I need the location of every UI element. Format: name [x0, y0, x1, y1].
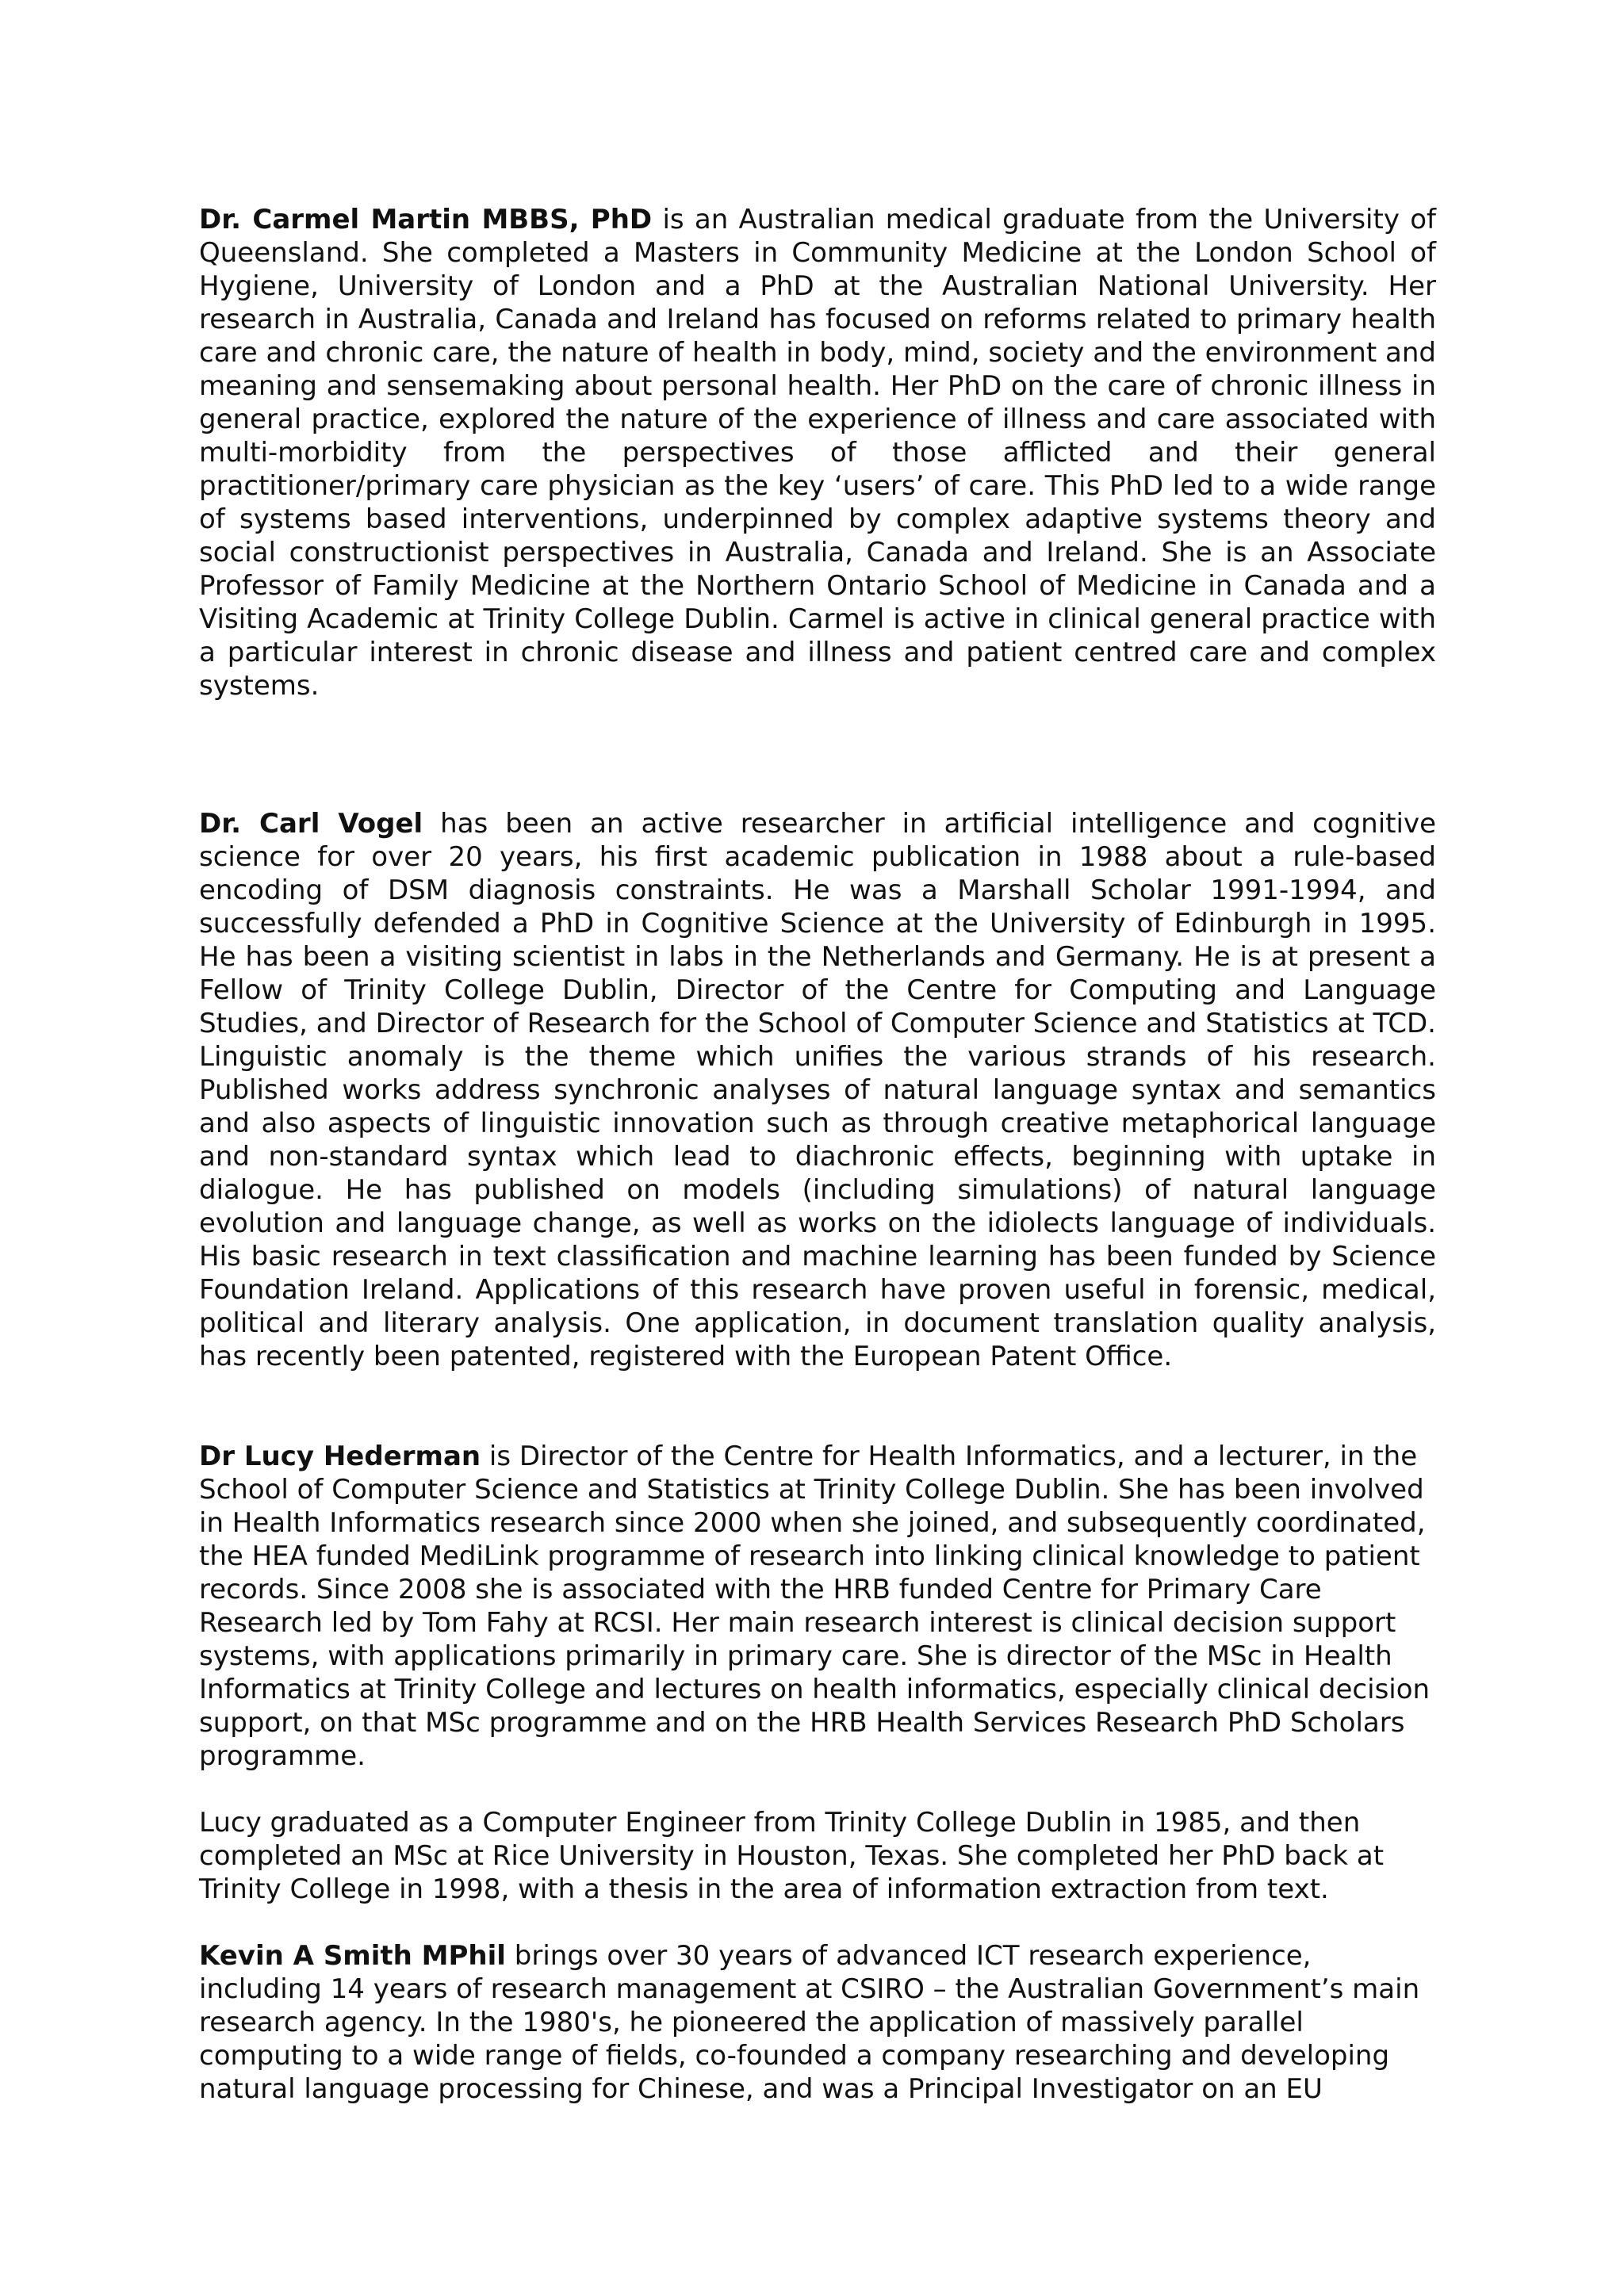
bio-text: is Director of the Centre for Health Informatics, and a lecturer, in the School of Computer Science and Statistics at Trinity College Dublin. She has been involved in Health Informatics research since 2000 when she joined, and subsequently coordinated, the HEA funded MediLink programme of research into linking clinical knowledge to patient records. Since 2008 she is associated with the HRB funded Centre for Primary Care Research led by Tom Fahy at RCSI. Her main research interest is clinical decision support systems, with applications primarily in primary care. She is director of the MSc in Health Informatics at Trinity College and lectures on health informatics, especially clinical decision support, on that MSc programme and on the HRB Health Services Research PhD Scholars programme.	[199, 1441, 1431, 1772]
spacer	[199, 1773, 1436, 1806]
document-page	[199, 203, 1436, 2106]
bio-carl-vogel	[199, 807, 1436, 1373]
bio-text: is an Australian medical graduate from the University of Queensland. She completed a Masters in Community Medicine at the London School of Hygiene, University of London and a PhD at the Australian National University. Her research in Australia, Canada and Ireland has focused on reforms related to primary health care and chronic care, the nature of health in body, mind, society and the environment and meaning and sensemaking about personal health. Her PhD on the care of chronic illness in general practice, explored the nature of the experience of illness and care associated with multi-morbidity from the perspectives of those afflicted and their general practitioner/primary care physician as the key ‘users’ of care. This PhD led to a wide range of systems based interventions, underpinned by complex adaptive systems theory and social constructionist perspectives in Australia, Canada and Ireland. She is an Associate Professor of Family Medicine at the Northern Ontario School of Medicine in Canada and a Visiting Academic at Trinity College Dublin. Carmel is active in clinical general practice with a particular interest in chronic disease and illness and patient centred care and complex systems.	[199, 204, 1436, 702]
bio-name: Dr. Carmel Martin MBBS, PhD	[199, 204, 653, 235]
bio-carmel-martin	[199, 203, 1436, 702]
bio-lucy-hederman	[199, 1440, 1436, 1773]
bio-text: brings over 30 years of advanced ICT research experience, including 14 years of research management at CSIRO – the Australian Government’s main research agency. In the 1980's, he pioneered the application of massively parallel computing to a wide range of fields, co-founded a company researching and developing natural language processing for Chinese, and was a Principal Investigator on an EU	[199, 1940, 1420, 2105]
spacer	[199, 1906, 1436, 1939]
bio-name: Dr. Carl Vogel	[199, 808, 423, 840]
bio-lucy-hederman-education	[199, 1806, 1436, 1906]
spacer	[199, 1373, 1436, 1440]
spacer	[199, 702, 1436, 807]
bio-name: Kevin A Smith MPhil	[199, 1940, 506, 1972]
bio-name: Dr Lucy Hederman	[199, 1441, 481, 1472]
bio-kevin-smith	[199, 1939, 1436, 2106]
bio-text: Lucy graduated as a Computer Engineer from Trinity College Dublin in 1985, and then completed an MSc at Rice University in Houston, Texas. She completed her PhD back at Trinity College in 1998, with a thesis in the area of information extraction from text.	[199, 1807, 1385, 1905]
bio-text: has been an active researcher in artificial intelligence and cognitive science for over 20 years, his first academic publication in 1988 about a rule-based encoding of DSM diagnosis constraints. He was a Marshall Scholar 1991-1994, and successfully defended a PhD in Cognitive Science at the University of Edinburgh in 1995. He has been a visiting scientist in labs in the Netherlands and Germany. He is at present a Fellow of Trinity College Dublin, Director of the Centre for Computing and Language Studies, and Director of Research for the School of Computer Science and Statistics at TCD. Linguistic anomaly is the theme which unifies the various strands of his research. Published works address synchronic analyses of natural language syntax and semantics and also aspects of linguistic innovation such as through creative metaphorical language and non-standard syntax which lead to diachronic effects, beginning with uptake in dialogue. He has published on models (including simulations) of natural language evolution and language change, as well as works on the idiolects language of individuals. His basic research in text classification and machine learning has been funded by Science Foundation Ireland. Applications of this research have proven useful in forensic, medical, political and literary analysis. One application, in document translation quality analysis, has recently been patented, registered with the European Patent Office.	[199, 808, 1436, 1372]
